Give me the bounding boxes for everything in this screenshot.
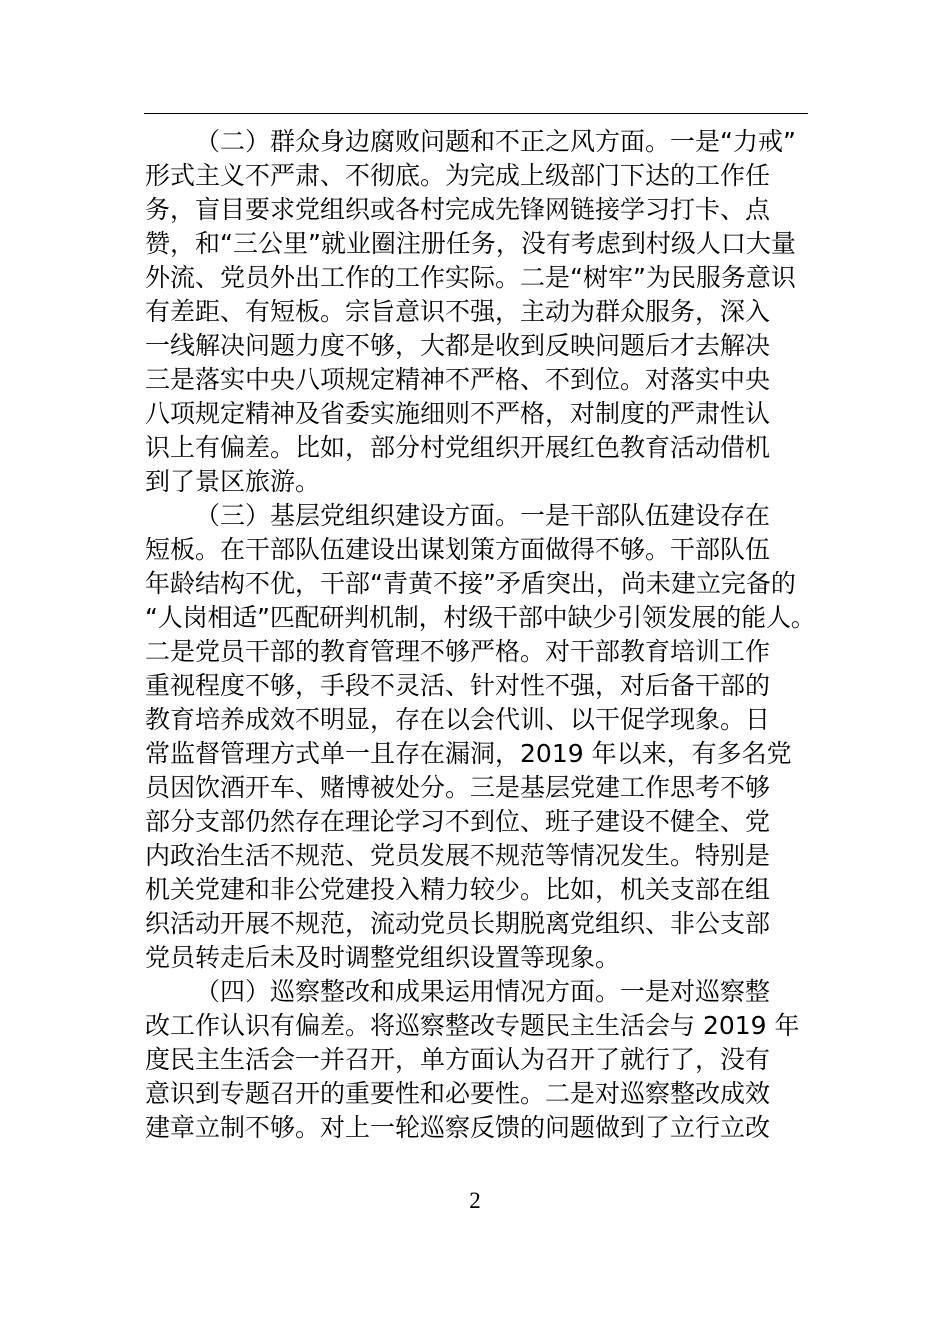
text-line: （四）巡察整改和成果运用情况方面。一是对巡察整 <box>195 977 771 1006</box>
header-rule <box>144 113 808 114</box>
text-line: 织活动开展不规范，流动党员长期脱离党组织、非公支部 <box>145 909 771 938</box>
text-line: 机关党建和非公党建投入精力较少。比如，机关支部在组 <box>145 875 771 904</box>
page-number: 2 <box>469 1188 481 1213</box>
text-line: （三）基层党组织建设方面。一是干部队伍建设存在 <box>195 501 771 530</box>
text-line: 三是落实中央八项规定精神不严格、不到位。对落实中央 <box>145 365 771 394</box>
text-line: 形式主义不严肃、不彻底。为完成上级部门下达的工作任 <box>145 161 771 190</box>
text-line: “人岗相适”匹配研判机制，村级干部中缺少引领发展的能人。 <box>145 603 816 632</box>
text-line: 年龄结构不优，干部“青黄不接”矛盾突出，尚未建立完备的 <box>145 569 796 598</box>
document-body <box>145 125 817 1145</box>
text-line: 到了景区旅游。 <box>145 467 321 496</box>
text-line: 改工作认识有偏差。将巡察整改专题民主生活会与 2019 年 <box>145 1011 800 1040</box>
text-line: 常监督管理方式单一且存在漏洞，2019 年以来，有多名党 <box>145 739 792 768</box>
text-line: 部分支部仍然存在理论学习不到位、班子建设不健全、党 <box>145 807 771 836</box>
text-line: 识上有偏差。比如，部分村党组织开展红色教育活动借机 <box>145 433 771 462</box>
text-line: 度民主生活会一并召开，单方面认为召开了就行了，没有 <box>145 1045 771 1074</box>
text-line: 重视程度不够，手段不灵活、针对性不强，对后备干部的 <box>145 671 771 700</box>
text-line: 二是党员干部的教育管理不够严格。对干部教育培训工作 <box>145 637 771 666</box>
text-line: 一线解决问题力度不够，大都是收到反映问题后才去解决 <box>145 331 771 360</box>
text-line: 内政治生活不规范、党员发展不规范等情况发生。特别是 <box>145 841 771 870</box>
text-line: 员因饮酒开车、赌博被处分。三是基层党建工作思考不够 <box>145 773 771 802</box>
text-line: 外流、党员外出工作的工作实际。二是“树牢”为民服务意识 <box>145 263 796 292</box>
text-line: 意识到专题召开的重要性和必要性。二是对巡察整改成效 <box>145 1079 771 1108</box>
text-line: （二）群众身边腐败问题和不正之风方面。一是“力戒” <box>195 127 796 156</box>
text-line: 务，盲目要求党组织或各村完成先锋网链接学习打卡、点 <box>145 195 771 224</box>
text-line: 建章立制不够。对上一轮巡察反馈的问题做到了立行立改 <box>145 1113 771 1142</box>
text-line: 八项规定精神及省委实施细则不严格，对制度的严肃性认 <box>145 399 771 428</box>
text-line: 党员转走后未及时调整党组织设置等现象。 <box>145 943 621 972</box>
text-line: 短板。在干部队伍建设出谋划策方面做得不够。干部队伍 <box>145 535 771 564</box>
text-line: 教育培养成效不明显，存在以会代训、以干促学现象。日 <box>145 705 771 734</box>
text-line: 赞，和“三公里”就业圈注册任务，没有考虑到村级人口大量 <box>145 229 796 258</box>
text-line: 有差距、有短板。宗旨意识不强，主动为群众服务，深入 <box>145 297 771 326</box>
